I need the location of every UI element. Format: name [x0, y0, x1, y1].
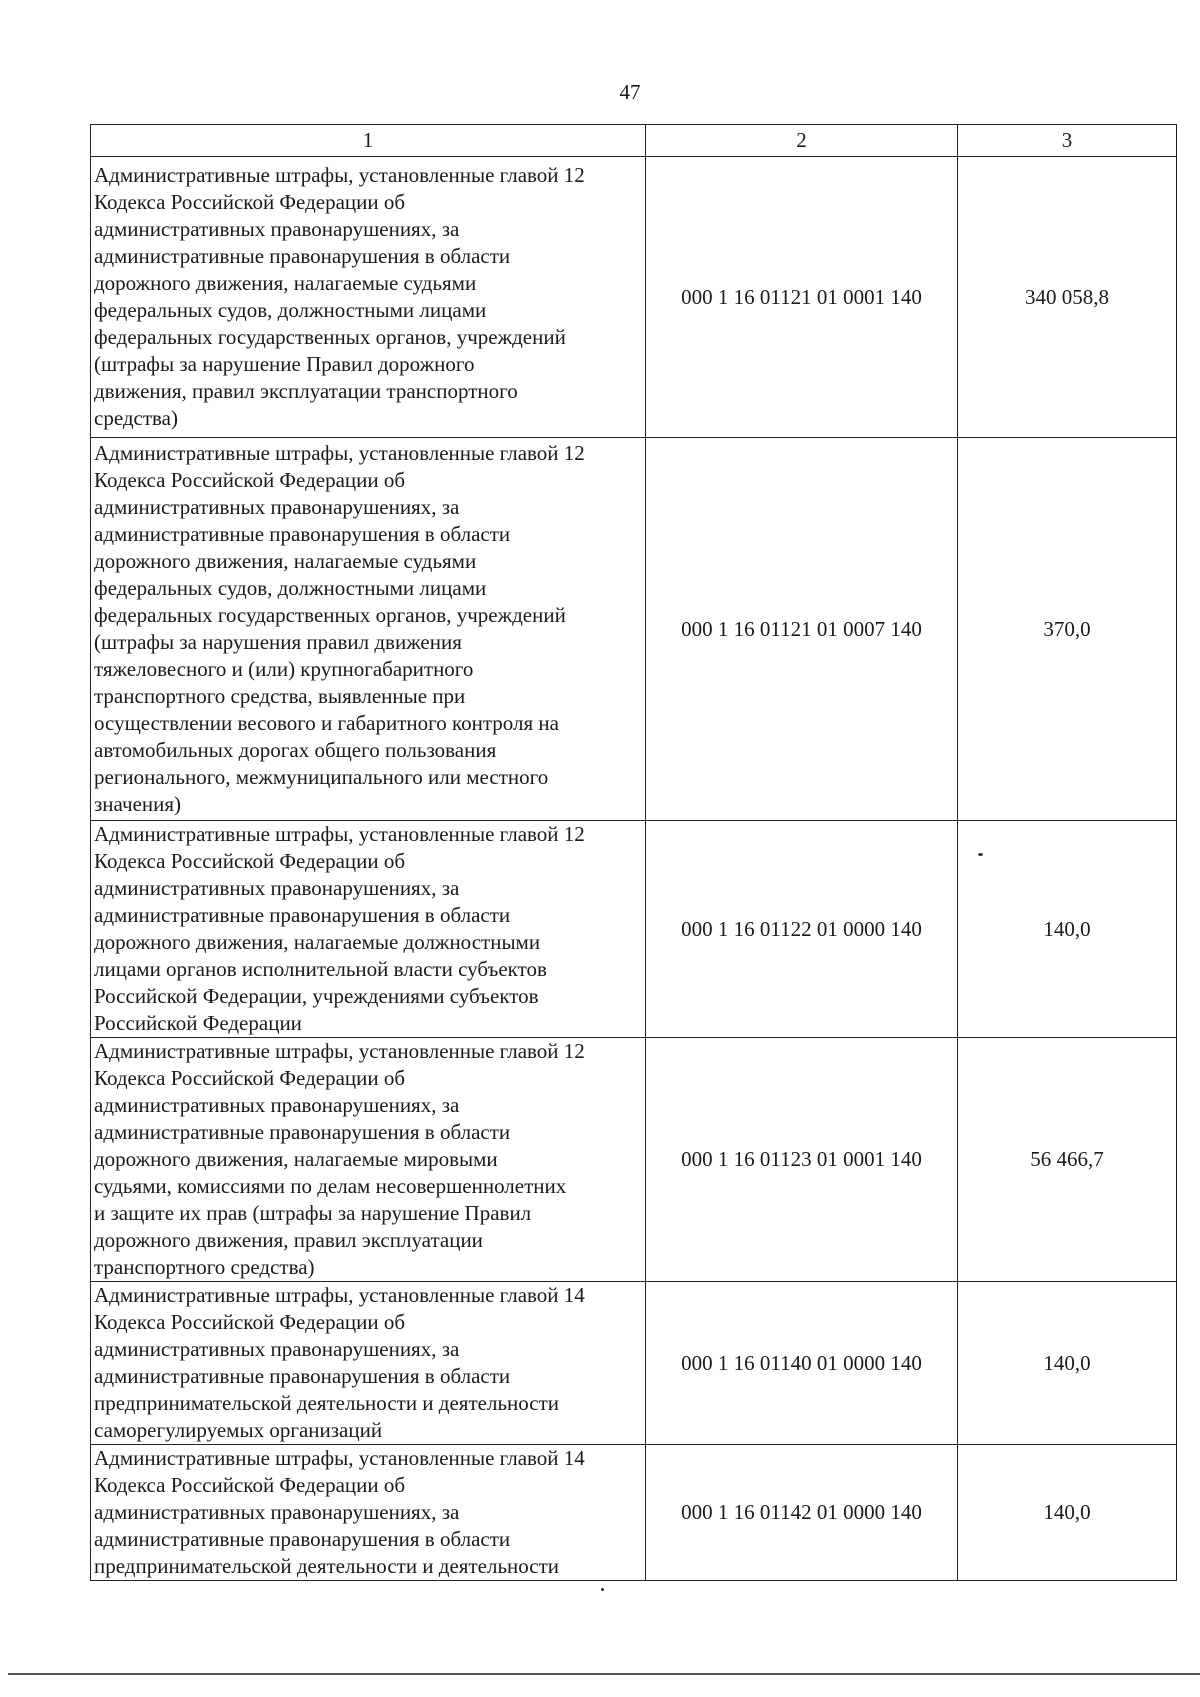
budget-classification-code: 000 1 16 01121 01 0001 140: [646, 157, 958, 438]
budget-classification-code: 000 1 16 01122 01 0000 140: [646, 821, 958, 1038]
fine-description: [91, 1445, 646, 1581]
table-row: [91, 157, 1177, 438]
amount-value: 56 466,7: [958, 1038, 1177, 1282]
fine-description-text: Административные штрафы, установленные главой 12 Кодекса Российской Федерации об административных правонарушениях, за административные правонарушения в области дорожного движения, налагаемые должностными лицами органов исполнительной власти субъектов Российской Федерации, учреждениями субъектов Российской Федерации: [94, 822, 585, 1035]
budget-classification-code: 000 1 16 01140 01 0000 140: [646, 1282, 958, 1445]
fine-description-text: Административные штрафы, установленные главой 14 Кодекса Российской Федерации об административных правонарушениях, за административные правонарушения в области предпринимательской деятельности и деятельности: [94, 1446, 585, 1578]
scan-edge-line: [8, 1673, 1200, 1675]
column-header-1: 1: [91, 125, 646, 157]
column-header-3: 3: [958, 125, 1177, 157]
budget-classification-code: 000 1 16 01121 01 0007 140: [646, 438, 958, 821]
budget-classification-code: 000 1 16 01142 01 0000 140: [646, 1445, 958, 1581]
table-row: [91, 821, 1177, 1038]
table-row: [91, 1445, 1177, 1581]
fine-description: [91, 1038, 646, 1282]
table-header-row: [91, 125, 1177, 157]
fine-description-text: Административные штрафы, установленные главой 12 Кодекса Российской Федерации об административных правонарушениях, за административные правонарушения в области дорожного движения, налагаемые судьями федеральных судов, должностными лицами федеральных государственных органов, учреждений (штрафы за нарушение Правил дорожного движения, правил эксплуатации транспортного средства): [94, 163, 585, 430]
table-row: [91, 438, 1177, 821]
amount-value: 370,0: [958, 438, 1177, 821]
scan-speck: [601, 1588, 604, 1591]
revenue-table: [90, 124, 1177, 1581]
page-number: 47: [619, 80, 641, 104]
table-row: [91, 1282, 1177, 1445]
fine-description-text: Административные штрафы, установленные главой 12 Кодекса Российской Федерации об административных правонарушениях, за административные правонарушения в области дорожного движения, налагаемые мировыми судьями, комиссиями по делам несовершеннолетних и защите их прав (штрафы за нарушение Правил дорожного движения, правил эксплуатации транспортного средства): [94, 1039, 585, 1279]
amount-value: 140,0: [958, 1445, 1177, 1581]
table-row: [91, 1038, 1177, 1282]
amount-value: 140,0: [958, 821, 1177, 1038]
amount-value: 140,0: [958, 1282, 1177, 1445]
column-header-2: 2: [646, 125, 958, 157]
fine-description-text: Административные штрафы, установленные главой 12 Кодекса Российской Федерации об административных правонарушениях, за административные правонарушения в области дорожного движения, налагаемые судьями федеральных судов, должностными лицами федеральных государственных органов, учреждений (штрафы за нарушения правил движения тяжеловесного и (или) крупногабаритного транспортного средства, выявленные при осуществлении весового и габаритного контроля на автомобильных дорогах общего пользования регионального, межмуниципального или местного значения): [94, 441, 585, 816]
budget-classification-code: 000 1 16 01123 01 0001 140: [646, 1038, 958, 1282]
fine-description: [91, 1282, 646, 1445]
scan-speck: [978, 853, 983, 856]
fine-description: [91, 821, 646, 1038]
fine-description-text: Административные штрафы, установленные главой 14 Кодекса Российской Федерации об административных правонарушениях, за административные правонарушения в области предпринимательской деятельности и деятельности саморегулируемых организаций: [94, 1283, 585, 1442]
fine-description: [91, 157, 646, 438]
amount-value: 340 058,8: [958, 157, 1177, 438]
fine-description: [91, 438, 646, 821]
